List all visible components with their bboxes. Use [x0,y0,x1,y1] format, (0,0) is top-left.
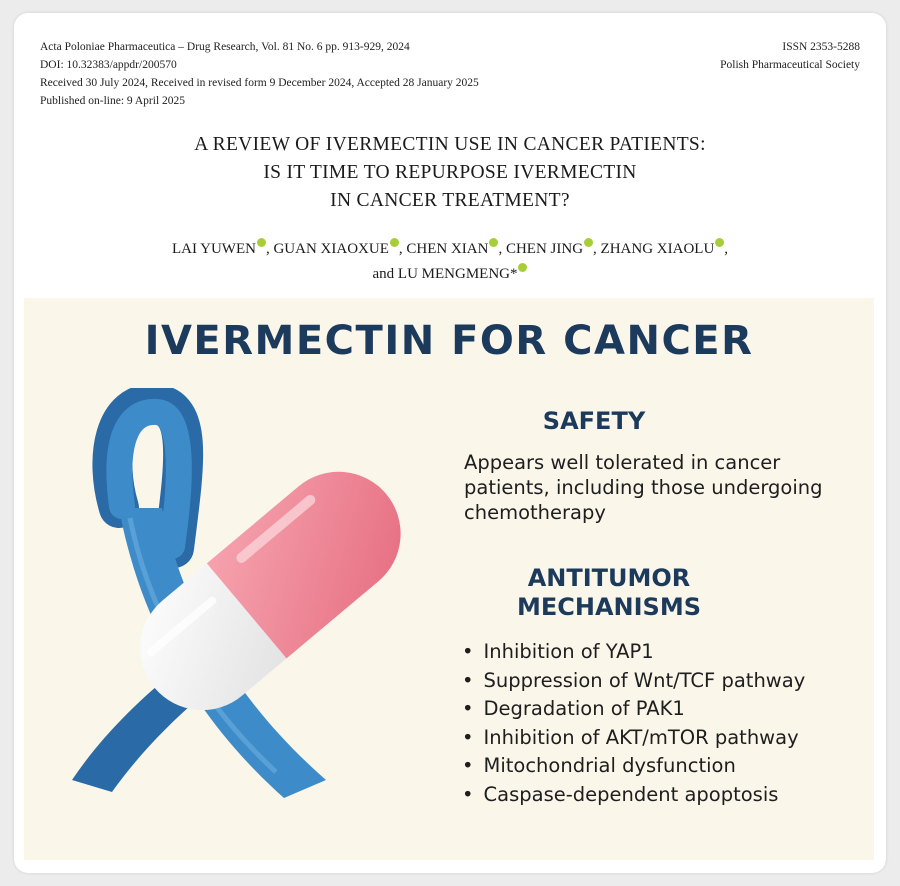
author-separator: , [265,241,274,257]
safety-description: Appears well tolerated in cancer patients, including those undergoing chemotherapy [464,451,823,524]
list-item: • Caspase-dependent apoptosis [462,781,805,810]
list-item: • Suppression of Wnt/TCF pathway [462,667,805,696]
title-line-3: IN CANCER TREATMENT? [330,190,570,211]
journal-citation: Acta Poloniae Pharmaceutica – Drug Research, Vol. 81 No. 6 pp. 913-929, 2024 [40,41,410,53]
author-name: CHEN JING [505,241,584,257]
list-item: • Mitochondrial dysfunction [462,752,805,781]
published-line: Published on-line: 9 April 2025 [40,95,186,107]
article-header-left [40,38,479,110]
title-line-2: IS IT TIME TO REPURPOSE IVERMECTIN [263,162,637,183]
author-name: and LU MENGMENG* [372,266,518,282]
mechanisms-heading [444,564,774,622]
list-item: • Degradation of PAK1 [462,695,805,724]
mechanisms-heading-line-2: MECHANISMS [516,593,702,621]
author-name: CHEN XIAN [406,241,489,257]
graphic-heading: IVERMECTIN FOR CANCER [144,318,754,364]
orcid-icon[interactable] [257,238,266,247]
list-item: • Inhibition of YAP1 [462,638,805,667]
mechanisms-list [462,638,805,809]
author-name: GUAN XIAOXUE [273,241,389,257]
article-title [0,131,900,215]
author-name: ZHANG XIAOLU [600,241,715,257]
graphical-abstract [24,298,874,860]
article-header-right [720,38,860,74]
list-item: • Inhibition of AKT/mTOR pathway [462,724,805,753]
orcid-icon[interactable] [715,238,724,247]
safety-heading: SAFETY [542,407,646,435]
author-line-2 [0,262,900,287]
author-separator: , [724,241,729,257]
doi-line: DOI: 10.32383/appdr/200570 [40,59,177,71]
author-line-1 [0,237,900,262]
author-list [0,237,900,287]
author-separator: , [593,241,601,257]
received-line: Received 30 July 2024, Received in revised form 9 December 2024, Accepted 28 January 2025 [40,77,479,89]
author-separator: , [398,241,407,257]
issn-line: ISSN 2353-5288 [782,41,860,53]
title-line-1: A REVIEW OF IVERMECTIN USE IN CANCER PATIENTS: [194,134,706,155]
society-line: Polish Pharmaceutical Society [720,59,860,71]
orcid-icon[interactable] [390,238,399,247]
orcid-icon[interactable] [518,263,527,272]
orcid-icon[interactable] [584,238,593,247]
mechanisms-heading-line-1: ANTITUMOR [527,564,691,592]
author-separator: , [498,241,506,257]
ribbon-pill-illustration [44,388,444,808]
author-name: LAI YUWEN [171,241,256,257]
